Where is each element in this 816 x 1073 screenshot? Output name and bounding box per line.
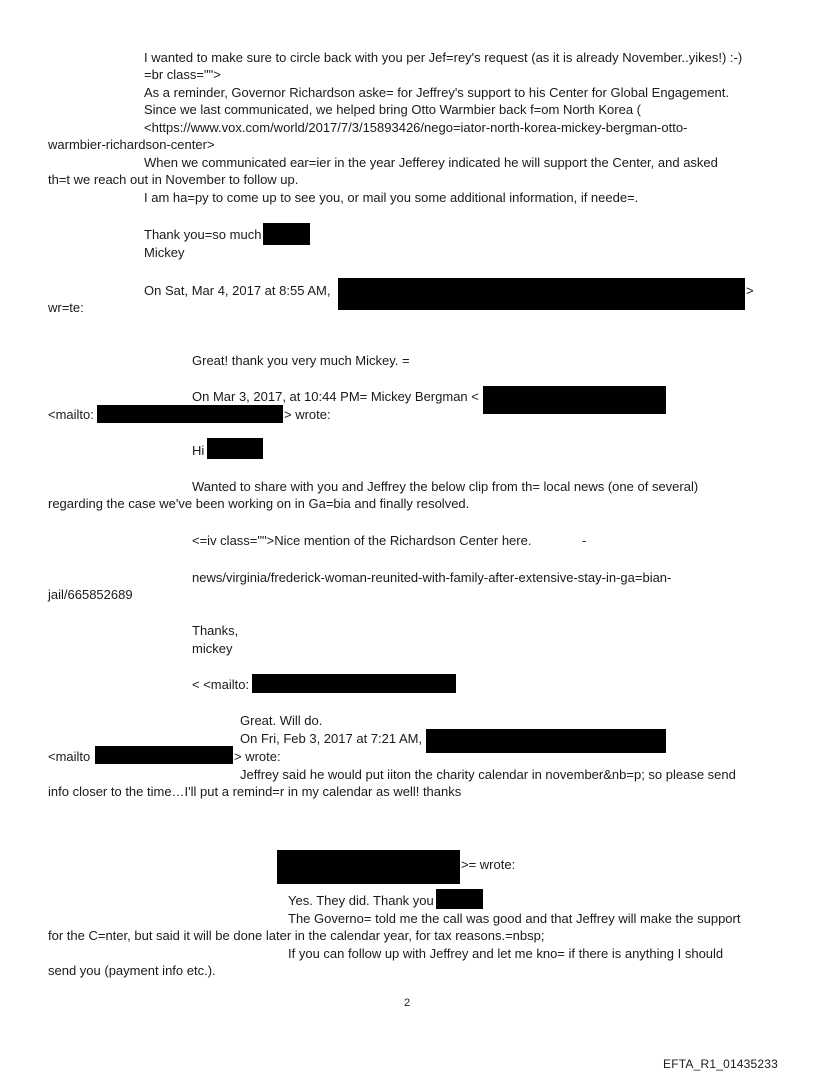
mailto-line: < <mailto: — [192, 677, 250, 692]
redaction-box — [436, 889, 483, 909]
quote-header-wrote: wr=te: — [48, 300, 84, 315]
email-text-line: info closer to the time…I'll put a remind=r in my calendar as well! thanks — [48, 784, 462, 799]
quote-header-wrote: > wrote: — [284, 407, 331, 422]
redaction-box — [252, 674, 456, 693]
email-text-line: th=t we reach out in November to follow up. — [48, 172, 299, 187]
email-signoff: Thank you=so much — [144, 227, 262, 242]
email-text-line: Great. Will do. — [240, 713, 323, 728]
email-greeting: Hi — [192, 443, 205, 458]
email-text-line: <=iv class="">Nice mention of the Richardson Center here. — [192, 533, 532, 548]
quote-header: On Mar 3, 2017, at 10:44 PM= Mickey Bergman < — [192, 389, 479, 404]
mailto-line: <mailto — [48, 749, 91, 764]
email-text-line: Wanted to share with you and Jeffrey the below clip from th= local news (one of several) — [192, 479, 699, 494]
email-link-line: <https://www.vox.com/world/2017/7/3/15893426/nego=iator-north-korea-mickey-bergman-otto- — [144, 120, 688, 135]
redaction-box — [338, 278, 745, 310]
email-text-line: regarding the case we've been working on in Ga=bia and finally resolved. — [48, 496, 470, 511]
quote-header-wrote: >= wrote: — [461, 857, 516, 872]
mailto-line: <mailto: — [48, 407, 94, 422]
email-text-line: Great! thank you very much Mickey. = — [192, 353, 410, 368]
redaction-box — [263, 223, 310, 245]
email-link-line: news/virginia/frederick-woman-reunited-with-family-after-extensive-stay-in-ga=bian- — [192, 570, 672, 585]
email-text-line: Since we last communicated, we helped bring Otto Warmbier back f=om North Korea ( — [144, 102, 641, 117]
redaction-box — [207, 438, 263, 459]
email-text-line: The Governo= told me the call was good and that Jeffrey will make the support — [288, 911, 741, 926]
email-signoff: Thanks, — [192, 623, 239, 638]
quote-header-wrote: > wrote: — [234, 749, 281, 764]
quote-header: On Fri, Feb 3, 2017 at 7:21 AM, — [240, 731, 423, 746]
email-link-line: warmbier-richardson-center> — [48, 137, 215, 152]
email-signature: Mickey — [144, 245, 185, 260]
email-text-line: As a reminder, Governor Richardson aske= for Jeffrey's support to his Center for Global Engagement. — [144, 85, 730, 100]
email-link-line: jail/665852689 — [48, 587, 133, 602]
redaction-box — [426, 729, 666, 753]
email-text-line: When we communicated ear=ier in the year Jefferey indicated he will support the Center, and asked — [144, 155, 718, 170]
redaction-box — [483, 386, 666, 414]
page-number: 2 — [404, 997, 411, 1009]
email-text-line: I wanted to make sure to circle back with you per Jef=rey's request (as it is already November..yikes!) :-) — [144, 50, 743, 65]
document-id-footer: EFTA_R1_01435233 — [663, 1057, 779, 1071]
redaction-box — [97, 405, 283, 423]
email-signature: mickey — [192, 641, 233, 656]
email-text-fragment: - — [582, 533, 587, 548]
email-text-line: If you can follow up with Jeffrey and let me kno= if there is anything I should — [288, 946, 724, 961]
quote-header: On Sat, Mar 4, 2017 at 8:55 AM, — [144, 283, 331, 298]
email-text-line: for the C=nter, but said it will be done later in the calendar year, for tax reasons.=nbsp; — [48, 928, 545, 943]
email-text-line: I am ha=py to come up to see you, or mail you some additional information, if neede=. — [144, 190, 639, 205]
email-text-line: Yes. They did. Thank you — [288, 893, 434, 908]
email-text-line: send you (payment info etc.). — [48, 963, 216, 978]
redaction-box — [95, 746, 233, 764]
email-text-line: Jeffrey said he would put iiton the charity calendar in november&nb=p; so please send — [240, 767, 736, 782]
email-text-line: =br class=""> — [144, 67, 221, 82]
redaction-box — [277, 850, 460, 884]
quote-header-bracket: > — [746, 283, 754, 298]
